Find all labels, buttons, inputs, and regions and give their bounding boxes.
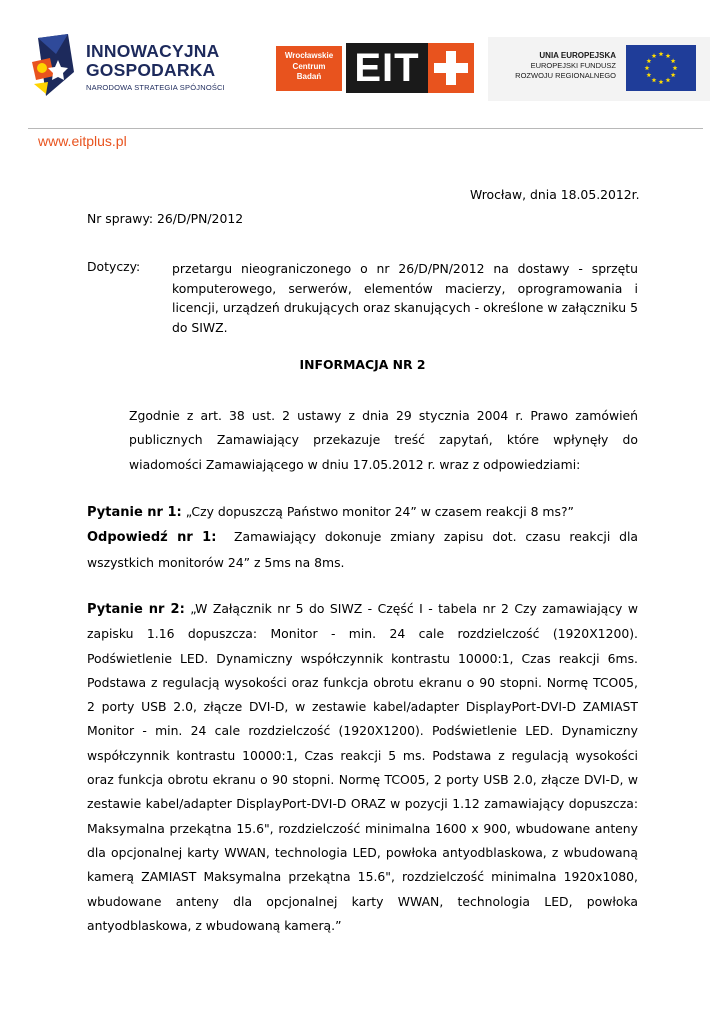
- eu-flag-icon: [626, 45, 696, 91]
- plus-icon: [428, 43, 474, 93]
- innowacyjna-gospodarka-emblem-icon: [28, 32, 84, 100]
- intro-paragraph: [87, 404, 638, 477]
- eu-line-2: EUROPEJSKI FUNDUSZ: [530, 61, 616, 70]
- logo-subtitle: NARODOWA STRATEGIA SPÓJNOŚCI: [86, 83, 225, 92]
- eit-wordmark: EIT: [346, 43, 428, 93]
- question-1: [87, 500, 638, 525]
- question-2-text: „W Załącznik nr 5 do SIWZ - Część I - tabela nr 2 Czy zamawiający w zapisku 1.16 dopuszcza: Monitor - min. 24 cale rozdzielczość (1920X1200). Podświetlenie LED. Dynamiczny współczynnik kontrastu 10000:1, Czas reakcji 6ms. Podstawa z regulacją wysokości oraz funkcja obrotu ekranu o 90 stopni. Normę TCO05, 2 porty USB 2.0, złącze DVI-D, w zestawie kabel/adapter DisplayPort-DVI-D ZAMIAST Monitor - min. 24 cale rozdzielczość (1920X1200). Podświetlenie LED. Dynamiczny współczynnik kontrastu 10000:1, Czas reakcji 5 ms. Podstawa z regulacją wysokości oraz funkcja obrotu ekranu o 90 stopni. Normę TCO05, 2 porty USB 2.0, złącze DVI-D, w zestawie kabel/adapter DisplayPort-DVI-D ORAZ w pozycji 1.12 zamawiający dopuszcza: Maksymalna przekątna 15.6", rozdzielczość minimalna 1600 x 900, wbudowane anteny dla opcjonalnej karty WWAN, technologia LED, powłoka antyodblaskowa, z wbudowaną kamerą ZAMIAST Maksymalna przekątna 15.6", rozdzielczość minimalna 1920x1080, wbudowane anteny dla opcjonalnej karty WWAN, technologia LED, powłoka antyodblaskowa, z wbudowaną kamerą.”: [87, 601, 638, 933]
- innowacyjna-gospodarka-logo: [28, 32, 248, 100]
- subject-label: Dotyczy:: [87, 259, 141, 274]
- question-2-block: [87, 597, 638, 938]
- answer-1: [87, 525, 638, 575]
- document-title: INFORMACJA NR 2: [299, 357, 426, 372]
- answer-1-label: Odpowiedź nr 1:: [87, 530, 217, 546]
- subject-text: przetargu nieograniczonego o nr 26/D/PN/2012 na dostawy - sprzętu komputerowego, serwerów, elementów macierzy, oprogramowania i licencji, urządzeń drukujących oraz skanujących - określone w załączniku 5 do SIWZ.: [172, 261, 638, 335]
- case-number: Nr sprawy: 26/D/PN/2012: [87, 211, 244, 226]
- intro-text: Zgodnie z art. 38 ust. 2 ustawy z dnia 29 stycznia 2004 r. Prawo zamówień publicznych Zamawiający przekazuje treść zapytań, które wpłynęły do wiadomości Zamawiającego w dniu 17.05.2012 r. wraz z odpowiedziami:: [129, 408, 638, 472]
- header-divider: [28, 128, 703, 129]
- eit-box-line-2: Centrum: [292, 61, 326, 71]
- eu-line-3: ROZWOJU REGIONALNEGO: [515, 71, 616, 80]
- eu-logo: [488, 37, 710, 101]
- answer-1-text: Zamawiający dokonuje zmiany zapisu dot. czasu reakcji dla wszystkich monitorów 24” z 5ms na 8ms.: [87, 529, 638, 570]
- website-link[interactable]: www.eitplus.pl: [38, 133, 127, 149]
- eu-line-1: UNIA EUROPEJSKA: [539, 51, 616, 60]
- question-1-block: [87, 500, 638, 575]
- date-line: Wrocław, dnia 18.05.2012r.: [470, 187, 640, 202]
- question-1-label: Pytanie nr 1:: [87, 505, 182, 520]
- eit-orange-box: [276, 46, 342, 91]
- eit-box-line-1: Wrocławskie: [284, 51, 334, 60]
- eit-plus-logo: [276, 43, 476, 93]
- eit-box-line-3: Badań: [296, 72, 322, 81]
- logo-line-1: INNOWACYJNA: [86, 41, 220, 61]
- question-1-text: „Czy dopuszczą Państwo monitor 24” w czasem reakcji 8 ms?”: [185, 504, 574, 519]
- logo-line-2: GOSPODARKA: [86, 60, 216, 80]
- question-2-label: Pytanie nr 2:: [87, 602, 185, 617]
